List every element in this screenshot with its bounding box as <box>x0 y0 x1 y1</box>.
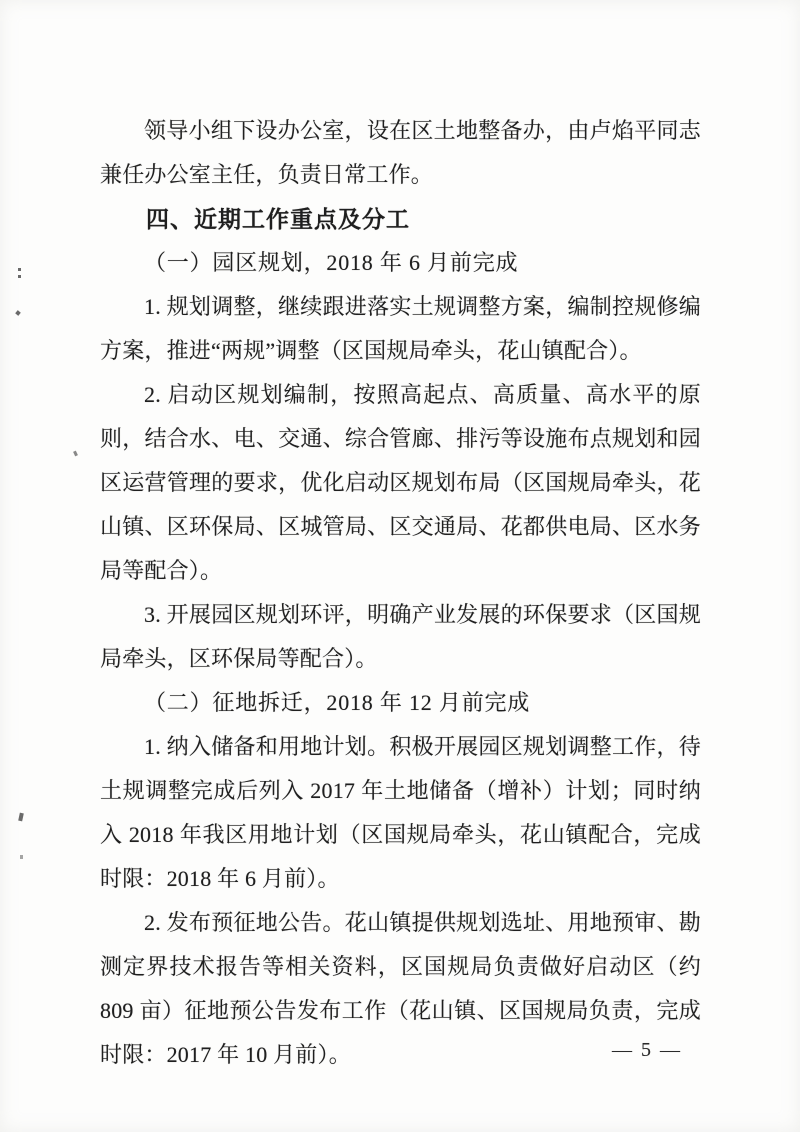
scan-speckle <box>73 451 78 457</box>
body-paragraph: 2. 发布预征地公告。花山镇提供规划选址、用地预审、勘测定界技术报告等相关资料，区国规局负责做好启动区（约 809 亩）征地预公告发布工作（花山镇、区国规局负责，完成时限：2017 年 10 月前）。 <box>100 910 701 1067</box>
document-body <box>100 109 701 1077</box>
scan-speckle <box>20 855 23 859</box>
body-paragraph: 领导小组下设办公室，设在区土地整备办，由卢焰平同志兼任办公室主任，负责日常工作。 <box>100 118 701 187</box>
subsection-heading: （一）园区规划，2018 年 6 月前完成 <box>144 250 519 275</box>
body-paragraph: 1. 纳入储备和用地计划。积极开展园区规划调整工作，待土规调整完成后列入 2017 年土地储备（增补）计划；同时纳入 2018 年我区用地计划（区国规局牵头，花山镇配合，完成时限：2018 年 6 月前）。 <box>100 734 701 891</box>
body-paragraph: 2. 启动区规划编制，按照高起点、高质量、高水平的原则，结合水、电、交通、综合管廊、排污等设施布点规划和园区运营管理的要求，优化启动区规划布局（区国规局牵头，花山镇、区环保局、区城管局、区交通局、花都供电局、区水务局等配合）。 <box>100 382 701 583</box>
scan-speckle <box>18 813 24 822</box>
scan-speckle <box>15 310 21 316</box>
body-paragraph: 3. 开展园区规划环评，明确产业发展的环保要求（区国规局牵头，区环保局等配合）。 <box>100 602 701 671</box>
page-number: — 5 — <box>612 1039 682 1061</box>
subsection-heading: （二）征地拆迁，2018 年 12 月前完成 <box>144 690 531 715</box>
scan-speckle <box>18 268 21 271</box>
section-heading: 四、近期工作重点及分工 <box>146 206 410 232</box>
body-paragraph: 1. 规划调整，继续跟进落实土规调整方案，编制控规修编方案，推进“两规”调整（区国规局牵头，花山镇配合）。 <box>100 294 701 363</box>
